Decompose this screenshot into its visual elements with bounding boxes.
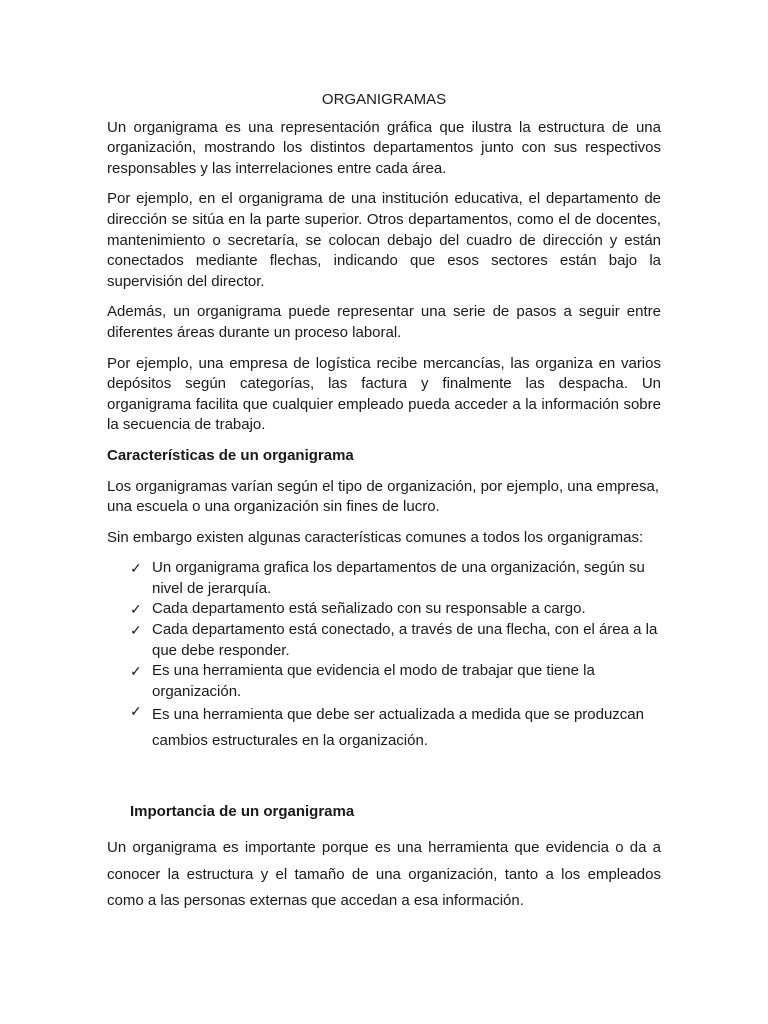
list-item	[130, 558, 661, 599]
characteristics-list	[107, 558, 661, 753]
list-item	[130, 702, 661, 753]
paragraph-definition: Un organigrama es una representación gráfica que ilustra la estructura de una organización, mostrando los distintos departamentos junto con sus respectivos responsables y las interrelaciones entre cada área.	[107, 118, 661, 177]
paragraph-common-characteristics: Sin embargo existen algunas características comunes a todos los organigramas:	[107, 528, 644, 546]
document-title: ORGANIGRAMAS	[321, 91, 447, 108]
paragraph-importance: Un organigrama es importante porque es una herramienta que evidencia o da a conocer la estructura y el tamaño de una organización, tanto a los empleados como a las personas externas que accedan a esa información.	[107, 839, 661, 910]
check-icon: ✓	[130, 601, 142, 618]
list-item-text: Cada departamento está conectado, a través de una flecha, con el área a la que debe responder.	[152, 621, 658, 659]
section-heading-characteristics: Características de un organigrama	[107, 446, 354, 464]
list-item	[130, 599, 661, 620]
check-icon: ✓	[130, 663, 142, 680]
document-page	[107, 90, 661, 915]
check-icon: ✓	[130, 622, 142, 639]
check-icon: ✓	[130, 560, 142, 577]
paragraph-example-school: Por ejemplo, en el organigrama de una institución educativa, el departamento de dirección se sitúa en la parte superior. Otros departamentos, como el de docentes, mantenimiento o secretaría, se colocan debajo del cuadro de dirección y están conectados mediante flechas, indicando que esos sectores están bajo la supervisión del director.	[107, 190, 661, 290]
list-item-text: Es una herramienta que debe ser actualizada a medida que se produzcan cambios estructurales en la organización.	[152, 706, 644, 750]
list-item-text: Es una herramienta que evidencia el modo de trabajar que tiene la organización.	[152, 662, 595, 700]
section-heading-importance: Importancia de un organigrama	[130, 802, 355, 820]
list-item	[130, 661, 661, 702]
list-item	[130, 620, 661, 661]
paragraph-example-logistics: Por ejemplo, una empresa de logística recibe mercancías, las organiza en varios depósitos según categorías, las factura y finalmente las despacha. Un organigrama facilita que cualquier empleado pueda acceder a la información sobre la secuencia de trabajo.	[107, 354, 661, 434]
check-icon: ✓	[130, 703, 142, 720]
paragraph-types: Los organigramas varían según el tipo de organización, por ejemplo, una empresa, una escuela o una organización sin fines de lucro.	[107, 477, 659, 516]
paragraph-process: Además, un organigrama puede representar una serie de pasos a seguir entre diferentes áreas durante un proceso laboral.	[107, 303, 661, 341]
list-item-text: Un organigrama grafica los departamentos de una organización, según su nivel de jerarquía.	[152, 559, 645, 597]
list-item-text: Cada departamento está señalizado con su responsable a cargo.	[152, 600, 586, 618]
